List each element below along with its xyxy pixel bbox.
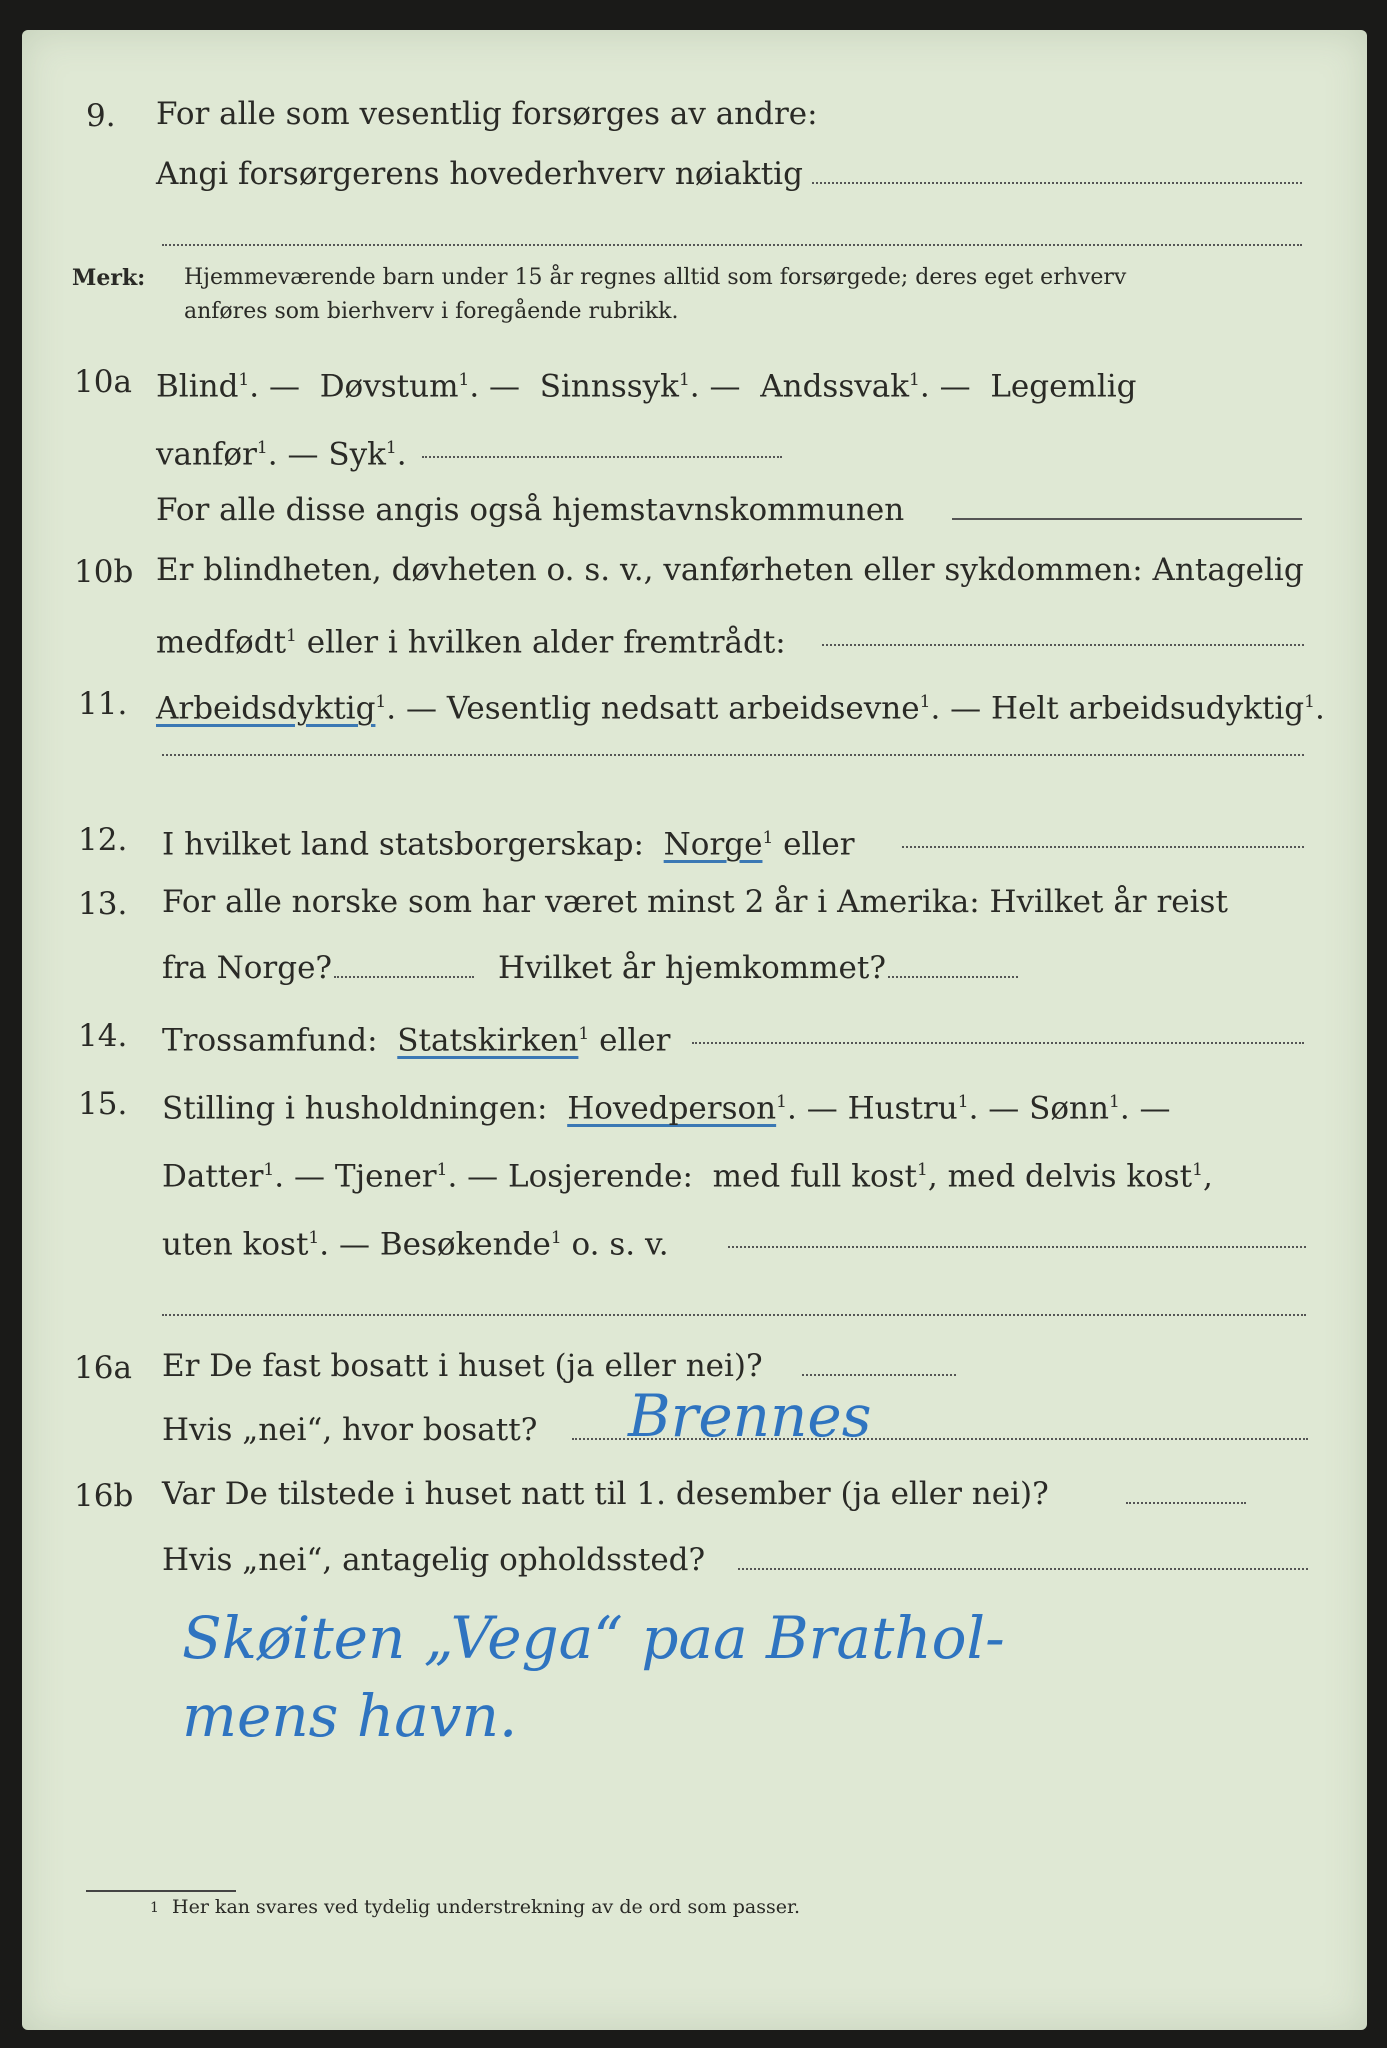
opt-nedsatt: Vesentlig nedsatt arbeidsevne (446, 690, 920, 727)
q10a-line2: vanfør$^1$. — Syk$^1$. (156, 436, 407, 473)
q15-line1: Stilling i husholdningen: Hovedperson$^1$. — Hustru$^1$. — Sønn$^1$. — (162, 1090, 1171, 1127)
q10a-line1: Blind$^1$. — Døvstum$^1$. — Sinnssyk$^1$. — Andssvak$^1$. — Legemlig (156, 368, 1137, 405)
q15-answer-line-2 (162, 1314, 1306, 1316)
q13-number: 13. (78, 886, 128, 922)
q14-answer-line (692, 1042, 1304, 1044)
q10b-number: 10b (74, 554, 134, 590)
q16b-answer-line (1126, 1502, 1246, 1504)
q16a-handwritten-answer: Brennes (628, 1382, 872, 1450)
q16b-line1: Var De tilstede i huset natt til 1. desember (ja eller nei)? (162, 1476, 1049, 1512)
opt-dovstum: Døvstum (319, 368, 459, 405)
q16b-line2: Hvis „nei“, antagelig opholdssted? (162, 1542, 706, 1578)
q12-line: I hvilket land statsborgerskap: Norge$^1$ eller (162, 826, 855, 863)
q15-line3: uten kost$^1$. — Besøkende$^1$ o. s. v. (162, 1226, 669, 1263)
q12-answer-line (902, 846, 1304, 848)
footnote-rule (86, 1890, 236, 1892)
q16a-number: 16a (74, 1350, 132, 1386)
q16b-number: 16b (74, 1478, 134, 1514)
merk-label: Merk: (72, 265, 146, 291)
q16a-line1: Er De fast bosatt i huset (ja eller nei)? (162, 1348, 763, 1384)
q16a-line2: Hvis „nei“, hvor bosatt? (162, 1412, 538, 1448)
opt-legemlig: Legemlig (990, 368, 1137, 405)
q9-line1: For alle som vesentlig forsørges av andre: (156, 96, 818, 132)
opt-syk: Syk (328, 436, 386, 473)
q9-answer-line-2 (162, 244, 1302, 246)
q9-answer-line (812, 182, 1302, 184)
merk-line2: anføres som bierhverv i foregående rubrikk. (184, 299, 679, 324)
q10a-number: 10a (74, 364, 132, 400)
q11-line: Arbeidsdyktig$^1$. — Vesentlig nedsatt arbeidsevne$^1$. — Helt arbeidsudyktig$^1$. (156, 690, 1325, 727)
q12-number: 12. (78, 822, 128, 858)
q10b-answer-line (822, 644, 1304, 646)
q16a-answer-line (802, 1374, 956, 1376)
opt-statskirken-underlined: Statskirken (397, 1022, 579, 1059)
q13-answer-line-2 (888, 976, 1018, 978)
opt-udyktig: Helt arbeidsudyktig (991, 690, 1305, 727)
census-form-page (22, 30, 1367, 2030)
q11-answer-line (162, 754, 1304, 756)
q14-number: 14. (78, 1018, 128, 1054)
opt-sinnssyk: Sinnssyk (539, 368, 679, 405)
opt-hovedperson-underlined: Hovedperson (567, 1090, 777, 1127)
q13-line2a: fra Norge? (162, 950, 333, 986)
q15-answer-line (728, 1246, 1306, 1248)
q10a-line3: For alle disse angis også hjemstavnskommunen (156, 492, 905, 528)
q11-number: 11. (78, 686, 128, 722)
q16b-handwritten-answer-2: mens havn. (182, 1682, 518, 1750)
q14-line: Trossamfund: Statskirken$^1$ eller (162, 1022, 671, 1059)
q10a-answer-line-2 (952, 518, 1302, 520)
footnote-text: Her kan svares ved tydelig understrekning av de ord som passer. (172, 1896, 801, 1918)
footnote-mark: 1 (150, 1900, 159, 1916)
q10a-answer-line (422, 456, 782, 458)
q16b-answer-line-2 (738, 1568, 1308, 1570)
q13-answer-line-1 (334, 976, 474, 978)
q13-line2b: Hvilket år hjemkommet? (498, 950, 886, 986)
q10b-line2: medfødt$^1$ eller i hvilken alder fremtrådt: (156, 624, 786, 661)
opt-blind: Blind (156, 368, 239, 405)
q16b-handwritten-answer-1: Skøiten „Vega“ paa Brathol- (182, 1604, 1005, 1672)
q10b-line1: Er blindheten, døvheten o. s. v., vanførheten eller sykdommen: Antagelig (156, 552, 1304, 588)
opt-arbeidsdyktig-underlined: Arbeidsdyktig (156, 690, 376, 727)
q13-line1: For alle norske som har været minst 2 år i Amerika: Hvilket år reist (162, 884, 1228, 920)
q9-line2: Angi forsørgerens hovederhverv nøiaktig (156, 156, 803, 192)
opt-vanfor: vanfør (156, 436, 257, 473)
opt-norge-underlined: Norge (663, 826, 763, 863)
q9-number: 9. (86, 98, 116, 134)
q15-line2: Datter$^1$. — Tjener$^1$. — Losjerende: med full kost$^1$, med delvis kost$^1$, (162, 1158, 1213, 1195)
merk-line1: Hjemmeværende barn under 15 år regnes alltid som forsørgede; deres eget erhverv (184, 265, 1127, 290)
q15-number: 15. (78, 1086, 128, 1122)
opt-andssvak: Andssvak (760, 368, 910, 405)
